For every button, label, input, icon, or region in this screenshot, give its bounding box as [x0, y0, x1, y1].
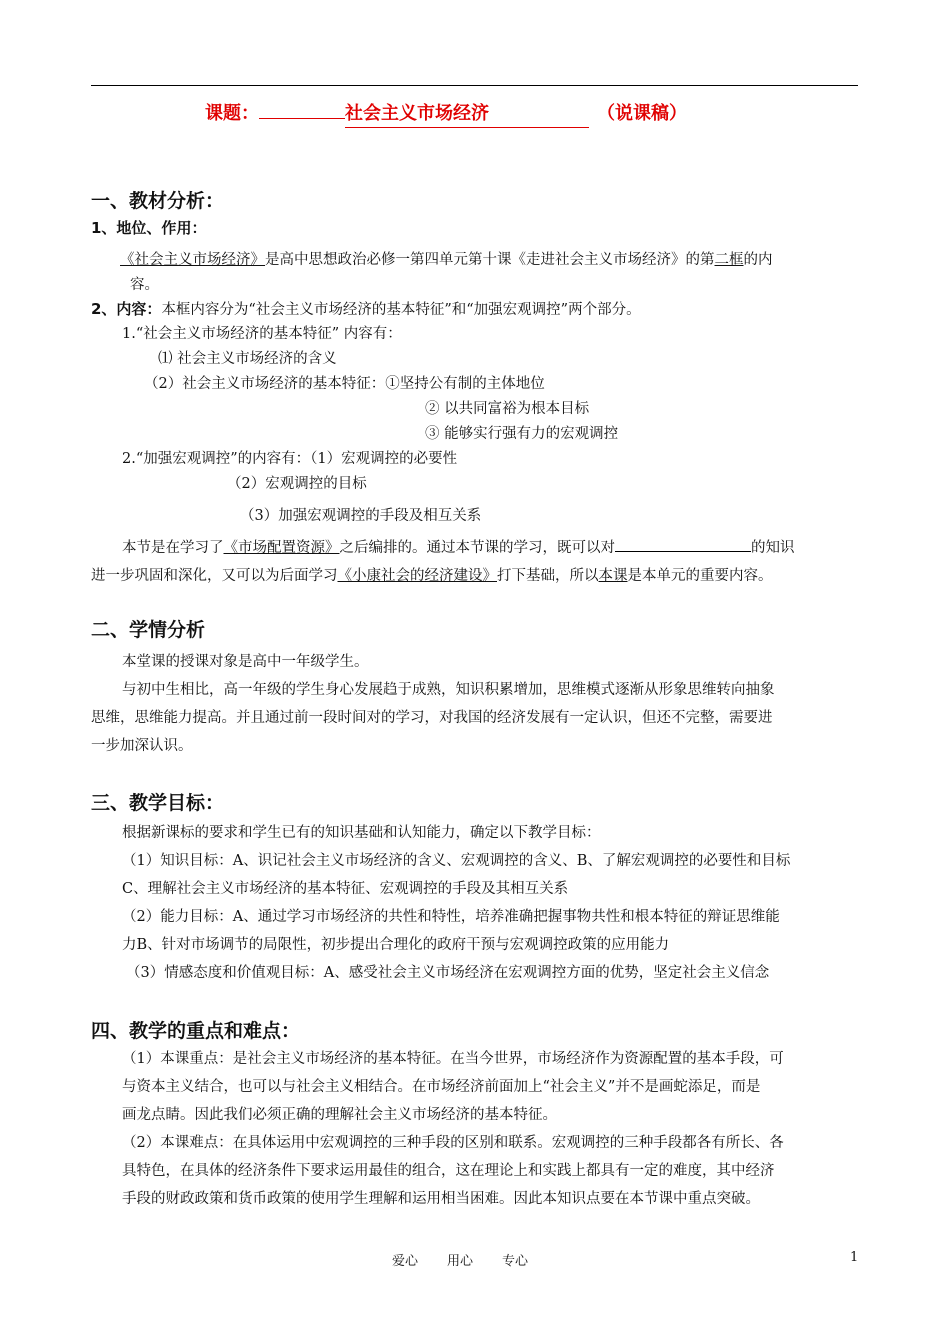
para-text-c: 的知识: [751, 540, 795, 556]
goal2-line1: （2）能力目标：A、通过学习市场经济的共性和特性，培养准确把握事物共性和根本特征的辩证思维能: [122, 909, 780, 925]
title-topic: 社会主义市场经济: [345, 101, 589, 128]
sub1-end: 的内: [743, 252, 773, 268]
key2-line1: （2）本课难点：在具体运用中宏观调控的三种手段的区别和联系。宏观调控的三种手段都各有所长、各: [122, 1135, 784, 1151]
section1-sub2-text: 本框内容分为“社会主义市场经济的基本特征”和“加强宏观调控”两个部分。: [161, 302, 641, 318]
section2-p2-line1: 与初中生相比，高一年级的学生身心发展趋于成熟，知识积累增加，思维模式逐渐从形象思维转向抽象: [122, 682, 775, 698]
section2-p2-line2: 思维，思维能力提高。并且通过前一段时间对的学习，对我国的经济发展有一定认识，但还不完整，需要进: [91, 710, 773, 726]
para-text-f: 是本单元的重要内容。: [627, 568, 773, 584]
section1-heading: 一、教材分析：: [91, 190, 225, 212]
kuang-label: 二框: [714, 252, 744, 268]
book-title-1: 《社会主义市场经济》: [120, 252, 265, 268]
part2-item2: （2）宏观调控的目标: [227, 476, 367, 492]
page-number: 1: [850, 1250, 859, 1265]
section2-p2-line3: 一步加深认识。: [91, 738, 193, 754]
goal3-line1: （3）情感态度和价值观目标：A、感受社会主义市场经济在宏观调控方面的优势，坚定社会主义信念: [126, 965, 770, 981]
section3-intro: 根据新课标的要求和学生已有的知识基础和认知能力，确定以下教学目标：: [122, 825, 601, 841]
footer-word-2: 用心: [447, 1254, 474, 1269]
section1-para-line2: [91, 566, 773, 586]
goal1-line1: （1）知识目标：A、识记社会主义市场经济的含义、宏观调控的含义、B、了解宏观调控的必要性和目标: [122, 853, 791, 869]
section1-para-line1: [122, 537, 795, 558]
section4-heading: 四、教学的重点和难点：: [91, 1020, 301, 1042]
document-title: [205, 100, 687, 128]
footer-word-1: 爱心: [392, 1254, 419, 1269]
footer-word-3: 专心: [502, 1254, 529, 1269]
key1-line2: 与资本主义结合，也可以与社会主义相结合。在市场经济前面加上“社会主义”并不是画蛇添足，而是: [122, 1079, 761, 1095]
para-text-e: 打下基础，所以: [497, 568, 599, 584]
sub1-text: 是高中思想政治必修一第四单元第十课《走进社会主义市场经济》的第: [265, 252, 715, 268]
para-text-a: 本节是在学习了: [122, 540, 224, 556]
part2-item3: （3）加强宏观调控的手段及相互关系: [240, 508, 482, 524]
header-rule: [91, 85, 858, 86]
benke-label: 本课: [598, 568, 628, 584]
goal1-line2: C、理解社会主义市场经济的基本特征、宏观调控的手段及其相互关系: [122, 881, 569, 897]
key2-line2: 具特色，在具体的经济条件下要求运用最佳的组合，这在理论上和实践上都具有一定的难度，其中经济: [122, 1163, 775, 1179]
title-suffix: （说课稿）: [597, 103, 687, 124]
section3-heading: 三、教学目标：: [91, 792, 225, 814]
key2-line3: 手段的财政政策和货币政策的使用学生理解和运用相当困难。因此本知识点要在本节课中重点突破。: [122, 1191, 760, 1207]
section1-sub2-heading: 2、内容：: [91, 300, 162, 318]
title-blank: [259, 100, 345, 119]
part1-item2c: ③ 能够实行强有力的宏观调控: [425, 426, 619, 442]
fill-blank: [615, 537, 751, 552]
part1-title: 1.“社会主义市场经济的基本特征” 内容有：: [122, 326, 402, 342]
section1-sub1-line2: 容。: [130, 277, 159, 293]
goal2-line2: 力B、针对市场调节的局限性，初步提出合理化的政府干预与宏观调控政策的应用能力: [122, 937, 670, 953]
section1-sub1-heading: 1、地位、作用：: [91, 219, 207, 237]
section2-p1: 本堂课的授课对象是高中一年级学生。: [122, 654, 369, 670]
section2-heading: 二、学情分析: [91, 619, 206, 641]
para-text-d: 进一步巩固和深化，又可以为后面学习: [91, 568, 338, 584]
part1-item1: ⑴ 社会主义市场经济的含义: [158, 351, 337, 367]
book-title-2: 《市场配置资源》: [223, 540, 340, 556]
section1-sub1-line1: [120, 250, 773, 270]
para-text-b: 之后编排的。通过本节课的学习，既可以对: [339, 540, 615, 556]
key1-line1: （1）本课重点：是社会主义市场经济的基本特征。在当今世界，市场经济作为资源配置的基本手段，可: [122, 1051, 784, 1067]
part1-item2b: ② 以共同富裕为根本目标: [425, 401, 590, 417]
part1-item2: （2）社会主义市场经济的基本特征：①坚持公有制的主体地位: [144, 376, 545, 392]
section1-sub2: [91, 299, 641, 320]
key1-line3: 画龙点睛。因此我们必须正确的理解社会主义市场经济的基本特征。: [122, 1107, 557, 1123]
title-prefix: 课题：: [205, 103, 259, 124]
book-title-3: 《小康社会的经济建设》: [337, 568, 497, 584]
part2-title: 2.“加强宏观调控”的内容有：（1）宏观调控的必要性: [122, 451, 458, 467]
